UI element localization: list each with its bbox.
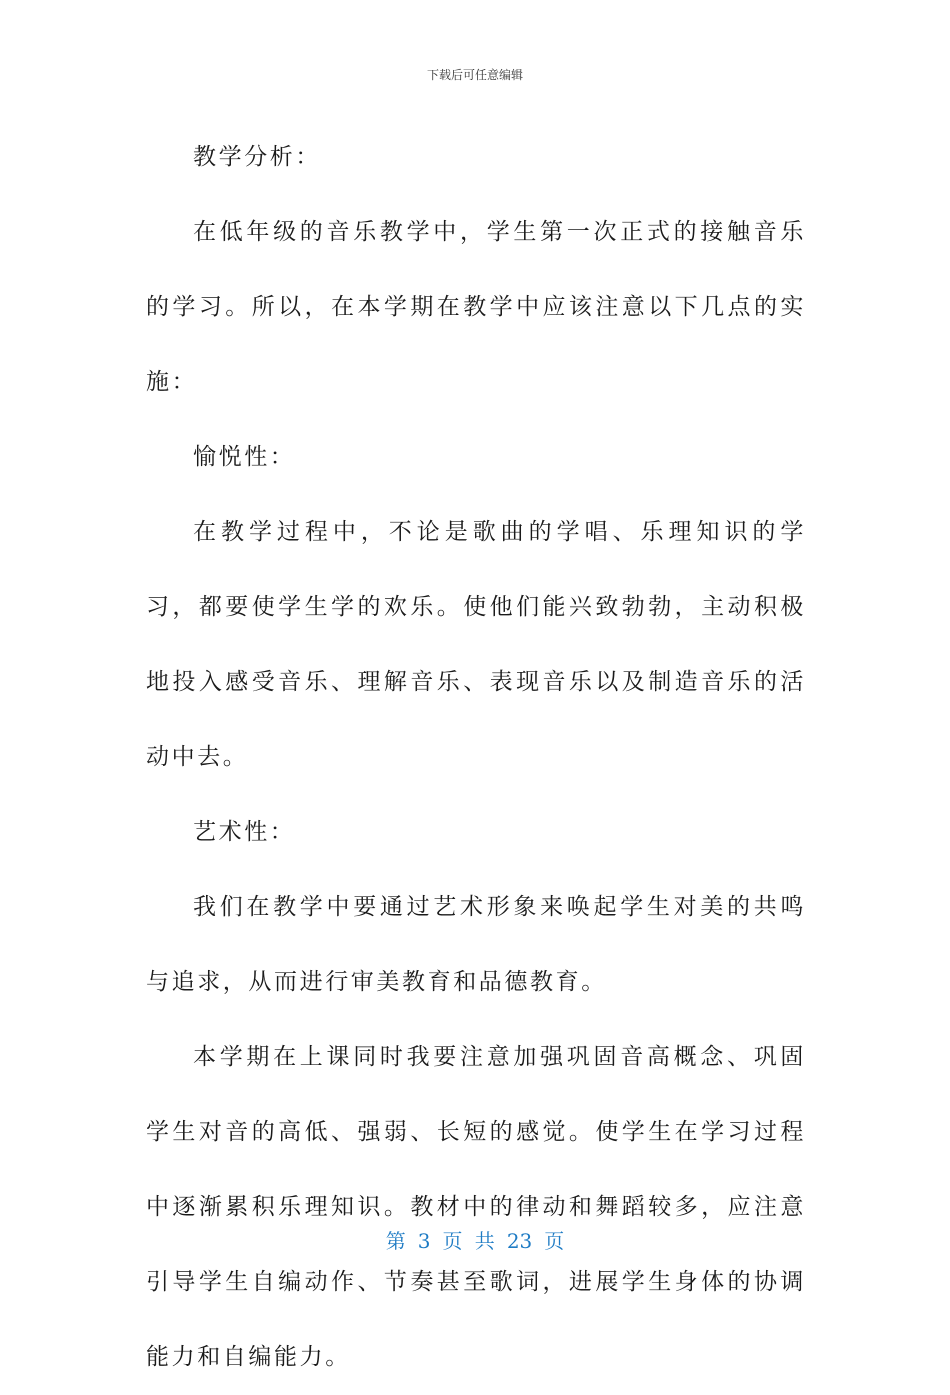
footer-suffix: 页 [544, 1229, 565, 1253]
document-body [146, 120, 806, 1395]
section-heading-artistry: 艺术性： [193, 819, 296, 845]
footer-total-pages: 23 [506, 1229, 533, 1253]
footer-prefix: 第 [385, 1229, 406, 1253]
footer-middle: 页 共 [442, 1229, 495, 1253]
paragraph-artistry: 我们在教学中要通过艺术形象来唤起学生对美的共鸣与追求，从而进行审美教育和品德教育。 [146, 894, 806, 995]
page-header-note: 下载后可任意编辑 [426, 68, 523, 82]
footer-current-page: 3 [417, 1229, 431, 1253]
paragraph-intro: 在低年级的音乐教学中，学生第一次正式的接触音乐的学习。所以，在本学期在教学中应该注意以下几点的实施： [146, 219, 806, 395]
page-number-footer [0, 1225, 950, 1254]
section-heading-teaching-analysis: 教学分析： [193, 144, 321, 170]
paragraph-semester-plan: 本学期在上课同时我要注意加强巩固音高概念、巩固学生对音的高低、强弱、长短的感觉。使学生在学习过程中逐渐累积乐理知识。教材中的律动和舞蹈较多，应注意引导学生自编动作、节奏甚至歌词，进展学生身体的协调能力和自编能力。 [146, 1044, 806, 1370]
paragraph-enjoyment: 在教学过程中，不论是歌曲的学唱、乐理知识的学习，都要使学生学的欢乐。使他们能兴致勃勃，主动积极地投入感受音乐、理解音乐、表现音乐以及制造音乐的活动中去。 [146, 519, 806, 770]
section-heading-enjoyment: 愉悦性： [193, 444, 296, 470]
